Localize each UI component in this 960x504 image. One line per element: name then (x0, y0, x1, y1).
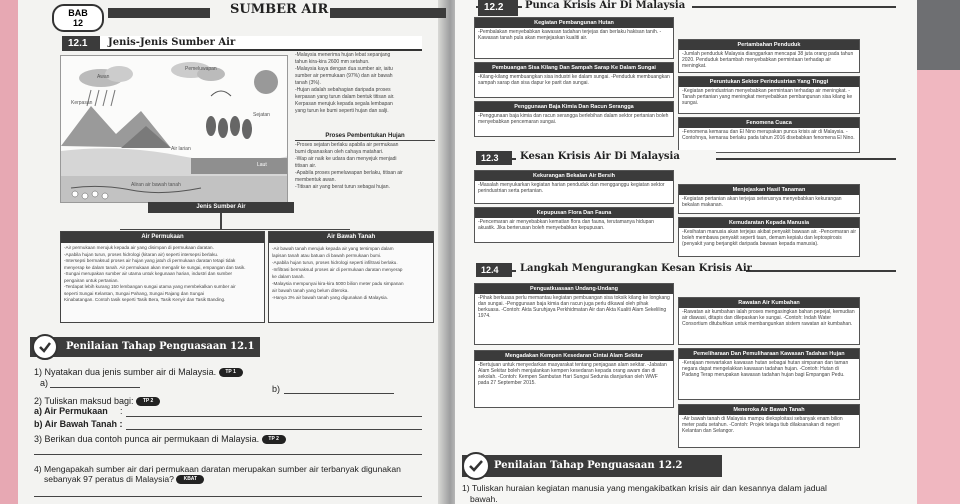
text-line: -Sungai merupakan sumber air utama untuk kegunaan harian, industri dan sumber (64, 271, 233, 276)
chapter-badge (52, 4, 104, 32)
penilaian-title: Penilaian Tahap Penguasaan 12.1 (66, 341, 255, 352)
effect-box (474, 207, 674, 243)
q1b-label: b) (272, 384, 281, 394)
section-title: Jenis-Jenis Sumber Air (108, 37, 236, 48)
tp-badge: TP 2 (136, 397, 160, 406)
cause-box (678, 39, 860, 73)
label-laut: Laut (257, 162, 267, 168)
measure-box (474, 350, 674, 408)
answer-line-2b[interactable] (126, 429, 422, 430)
answer-line-2a[interactable] (126, 416, 422, 417)
proses-line: -Proses sejatan berlaku apabila air permukaan (295, 142, 399, 148)
air-bawah-tanah-box (268, 231, 434, 323)
intro-text (295, 52, 439, 115)
water-cycle-illustration (61, 56, 288, 203)
question-4 (44, 474, 204, 484)
effect-box (678, 184, 860, 214)
bab-label: BAB (68, 8, 88, 18)
proses-line: -Wap air naik ke udara dan menyejuk menjadi (295, 156, 397, 162)
cause-box (474, 62, 674, 98)
effect-body: -Kegiatan pertanian akan terjejas seterusnya menyebabkan kekurangan bekalan makanan. (682, 196, 842, 208)
cause-body: -Pembalakan menyebabkan kawasan tadahan terjejas dan berlaku hakisan tanih. -Kawasan tanah pula akan menjejaskan kualiti air. (478, 29, 662, 41)
question-2 (34, 396, 160, 406)
effect-box (678, 217, 860, 257)
cause-title: Penggunaan Baja Kimia Dan Racun Serangga (475, 102, 673, 112)
measure-body: -Bertujuan untuk menyedarkan masyarakat tentang penjagaan alam sekitar. -Jabatan Alam Sekitar boleh menjalankan kempen kesedaran kepada orang awam dan di sekolah. -Contoh: Kempen Sambutan Hari Sungai Sedunia dianjurkan oleh WWF pada 27 September 2015. (478, 362, 667, 386)
question-3 (34, 434, 286, 444)
cause-title: Kegiatan Pembangunan Hutan (475, 18, 673, 28)
effect-title: Kekurangan Bekalan Air Bersih (475, 171, 673, 181)
question-3-text: 3) Berikan dua contoh punca air permukaan di Malaysia. (34, 434, 260, 444)
intro-line: tanah (3%). (295, 80, 321, 86)
air-permukaan-title: Air Permukaan (61, 232, 264, 243)
colon: : (120, 406, 123, 416)
text-line: -Malaysia mempunyai kira-kira 5000 bilion meter padu simpanan (272, 281, 404, 286)
measure-title: Mengadakan Kempen Kesedaran Cintai Alam Sekitar (475, 351, 673, 361)
measure-body: -Kerajaan mewartakan kawasan hutan sebagai hutan simpanan dan taman negara dapat mengelakkan kawasan tadahan hujan. -Contoh: Hutan di Padang Terap merupakan kawasan tadahan hujan bagi Empangan Pedu. (682, 360, 849, 378)
cause-box (678, 76, 860, 114)
effect-body: -Kesihatan manusia akan terjejas akibat penyakit bawaan air. -Pencemaran air boleh membawa penyakit seperti taun, demam kepialu dan leptospirosis (penyakit yang berjangkit daripada bawaan kepada manusia). (682, 229, 856, 247)
text-line: -Air permukaan merujuk kepada air yang disimpan di permukaan daratan. (64, 245, 214, 250)
text-line: lapisan tanah atau batuan di bawah permukaan bumi. (272, 253, 382, 258)
question-1 (34, 367, 243, 377)
q2b-label: b) Air Bawah Tanah : (34, 419, 123, 429)
section-number: 12.1 (62, 36, 100, 51)
proses-line: -Titisan air yang berat turun sebagai hujan. (295, 184, 390, 190)
answer-line-3[interactable] (34, 454, 422, 455)
air-bawah-tanah-title: Air Bawah Tanah (269, 232, 433, 243)
sea-shape (191, 158, 288, 174)
assessment-icon (462, 452, 490, 480)
proses-line: membentuk awan. (295, 177, 336, 183)
section-2-number: 12.3 (476, 151, 512, 165)
intro-line: -Malaysia menerima hujan lebat sepanjang (295, 52, 391, 58)
air-bawah-tanah-text (269, 243, 433, 303)
label-air-larian: Air larian (171, 146, 191, 152)
measure-body: -Pihak berkuasa perlu memantau kegiatan pembuangan sisa toksik kilang ke longkang dan sungai. -Penggunaan baja kimia dan racun juga perlu dikawal oleh pihak berkuasa. -Contoh: Akta Suruhjaya Perkhidmatan Air dan Akta Kualiti Alam Sekeliling 1974. (478, 295, 670, 319)
intro-line: kerpasan yang turun dalam bentuk titisan air. (295, 94, 395, 100)
cause-body: -Kilang-kilang membuangkan sisa industri ke dalam sungai. -Penduduk membuangkan sampah sarap dan sisa dapur ke parit dan sungai. (478, 74, 670, 86)
text-line: menyerap ke dalam tanah. Air permukaan akan mengalir ke sungai, empangan dan tasik. (64, 264, 246, 270)
cause-body: -Penggunaan baja kimia dan racun serangga berlebihan dalam sektor pertanian boleh menyebabkan pencemaran sungai. (478, 113, 669, 125)
section-2-title: Kesan Krisis Air Di Malaysia (520, 151, 680, 162)
cause-title: Peruntukan Sektor Perindustrian Yang Tinggi (679, 77, 859, 87)
measure-body: -Air bawah tanah di Malaysia mampu dieksploitasi sebanyak enam bilion meter padu setahun. -Contoh: Projek telaga tiub dilaksanakan di negeri Kelantan dan Selangor. (682, 416, 843, 434)
jenis-sumber-air-label: Jenis Sumber Air (148, 202, 294, 213)
right-section-title: Punca Krisis Air Di Malaysia (525, 0, 686, 11)
label-sejatan: Sejatan (253, 112, 270, 118)
measure-title: Pemeliharaan Dan Pemuliharaan Kawasan Tadahan Hujan (679, 349, 859, 359)
intro-line: yang turun ke bumi seperti hujan dan salji. (295, 108, 389, 114)
text-line: -Infiltrasi bermaksud proses air di permukaan daratan menyerap (272, 267, 403, 272)
effect-title: Kepupusan Flora Dan Fauna (475, 208, 673, 218)
text-line: -Intersepsi bermaksud proses air hujan yang jatuh di permukaan daratan tetapi tidak (64, 258, 236, 263)
cause-title: Pembuangan Sisa Kilang Dan Sampah Sarap Ke Dalam Sungai (475, 63, 673, 73)
text-line: -Air bawah tanah merujuk kepada air yang tersimpan dalam (272, 246, 394, 251)
answer-line-4[interactable] (34, 496, 422, 497)
intro-line: -Malaysia kaya dengan dua sumber air, iaitu (295, 66, 393, 72)
air-permukaan-box (60, 231, 265, 323)
measure-body: -Rawatan air kumbahan ialah proses mengasingkan bahan pepejal, kemudian air diawasi, ditapis dan dilepaskan ke sungai. -Contoh: Indah Water Consortium ditubuhkan untuk membangunkan sistem rawatan air kumbahan. (682, 309, 855, 327)
chapter-title: SUMBER AIR (230, 2, 329, 17)
answer-line-1b[interactable] (284, 393, 394, 394)
cause-title: Fenomena Cuaca (679, 118, 859, 128)
intro-line: sumber air permukaan (97%) dan air bawah (295, 73, 393, 79)
text-line: -Apabila hujan turun, proses hidrologi (kitaran air) seperti intersepsi berlaku. (64, 251, 219, 257)
q2a-label: a) Air Permukaan (34, 406, 108, 416)
text-line: pengairan untuk pertanian. (64, 277, 119, 283)
cause-body: -Kegiatan perindustrian menyebabkan permintaan terhadap air meningkat. -Tanah pertanian yang meningkat menyebabkan pembangunan sisa kilang ke sungai. (682, 88, 853, 106)
question-4-line1: 4) Mengapakah sumber air dari permukaan daratan merupakan sumber air terbanyak digunakan (34, 464, 401, 474)
air-permukaan-text (61, 243, 264, 306)
q1a-label: a) (40, 378, 49, 388)
text-line: -Apabila hujan turun, proses hidrologi seperti infiltrasi berlaku. (272, 260, 398, 265)
intro-line: Kerpasan merujuk kepada segala lembapan (295, 101, 393, 107)
text-line: Kinabatangan. Contoh tasik seperti Tasik Bera, Tasik Kenyir dan Tasik Banding. (64, 297, 226, 302)
cause-body: -Jumlah penduduk Malaysia dianggarkan mencapai 38 juta orang pada tahun 2020. Penduduk bertambah menyebabkan permintaan terhadap air meningkat. (682, 51, 854, 69)
text-line: ke dalam tanah. (272, 274, 305, 279)
section-3-title: Langkah Mengurangkan Kesan Krisis Air (520, 263, 752, 274)
measure-box (678, 404, 860, 448)
proses-line: -Apabila proses pemeluwapan berlaku, titisan air (295, 170, 403, 176)
right-section-number: 12.2 (478, 0, 518, 16)
text-line: air bawah tanah yang belum diteroka. (272, 288, 349, 293)
label-aliran-air-bawah-tanah: Aliran air bawah tanah (131, 182, 181, 188)
text-line: seperti Sungai Kelantan, Sungai Pahang, Sungai Rajang dan Sungai (64, 290, 204, 296)
text-line: -Hanya 3% air bawah tanah yang digunakan di Malaysia. (272, 295, 388, 300)
label-kerpasan: Kerpasan (71, 100, 93, 106)
effect-title: Kemudaratan Kepada Manusia (679, 218, 859, 228)
sun-icon (254, 70, 278, 94)
proses-line: bumi dipanaskan oleh cahaya matahari. (295, 149, 384, 155)
right-question-1: 1) Tuliskan huraian kegiatan manusia yang mengakibatkan krisis air dan kesannya dalam jadual (462, 483, 827, 493)
label-pemeluwapan: Pemeluwapan (185, 66, 217, 72)
tp-badge: TP 1 (219, 368, 243, 377)
measure-title: Rawatan Air Kumbahan (679, 298, 859, 308)
effect-title: Menjejaskan Hasil Tanaman (679, 185, 859, 195)
connector (120, 229, 350, 230)
right-question-1-cont: bawah. (470, 494, 498, 504)
answer-line-1a[interactable] (50, 387, 140, 388)
measure-box (474, 283, 674, 345)
label-awan: Awan (97, 74, 110, 80)
question-1-text: 1) Nyatakan dua jenis sumber air di Malaysia. (34, 367, 217, 377)
proses-line: titisan air. (295, 163, 317, 169)
effect-box (474, 170, 674, 204)
question-4-line2: sebanyak 97 peratus di Malaysia? (44, 474, 174, 484)
proses-text (295, 142, 439, 191)
penilaian-2-title: Penilaian Tahap Penguasaan 12.2 (494, 460, 683, 471)
cause-body: -Fenomena kemarau dan El Nino merupakan punca krisis air di Malaysia. -Contohnya, kemarau berlaku pada tahun 2016 disebabkan fenomena El Nino. (682, 129, 855, 141)
measure-title: Penguatkuasaan Undang-Undang (475, 284, 673, 294)
cause-box (678, 117, 860, 153)
kbat-badge: KBAT (176, 475, 204, 484)
question-2-text: 2) Tuliskan maksud bagi: (34, 396, 134, 406)
tp-badge: TP 2 (262, 435, 286, 444)
intro-line: -Hujan adalah sebahagian daripada proses (295, 87, 391, 93)
effect-body: -Pencemaran air menyebabkan kematian flora dan fauna, terutamanya hidupan akuatik. Jika berterusan boleh menyebabkan kepupusan. (478, 219, 654, 231)
cause-title: Pertambahan Penduduk (679, 40, 859, 50)
measure-box (678, 297, 860, 345)
measure-title: Meneroka Air Bawah Tanah (679, 405, 859, 415)
measure-box (678, 348, 860, 400)
intro-line: tahun kira-kira 2600 mm setahun. (295, 59, 370, 65)
bab-number: 12 (72, 18, 83, 28)
connector (220, 213, 222, 229)
cause-box (474, 17, 674, 59)
section-3-number: 12.4 (476, 263, 512, 277)
water-cycle-diagram (60, 55, 288, 203)
effect-body: -Masalah menyukarkan kegiatan harian penduduk dan mengganggu kegiatan sektor perindustrian serta pertanian. (478, 182, 665, 194)
proses-heading: Proses Pembentukan Hujan (295, 132, 435, 141)
assessment-icon (32, 334, 58, 360)
cause-box (474, 101, 674, 137)
text-line: -Terdapat lebih kurang 150 lembangan sungai utama yang membekalkan sumber air (64, 284, 236, 289)
